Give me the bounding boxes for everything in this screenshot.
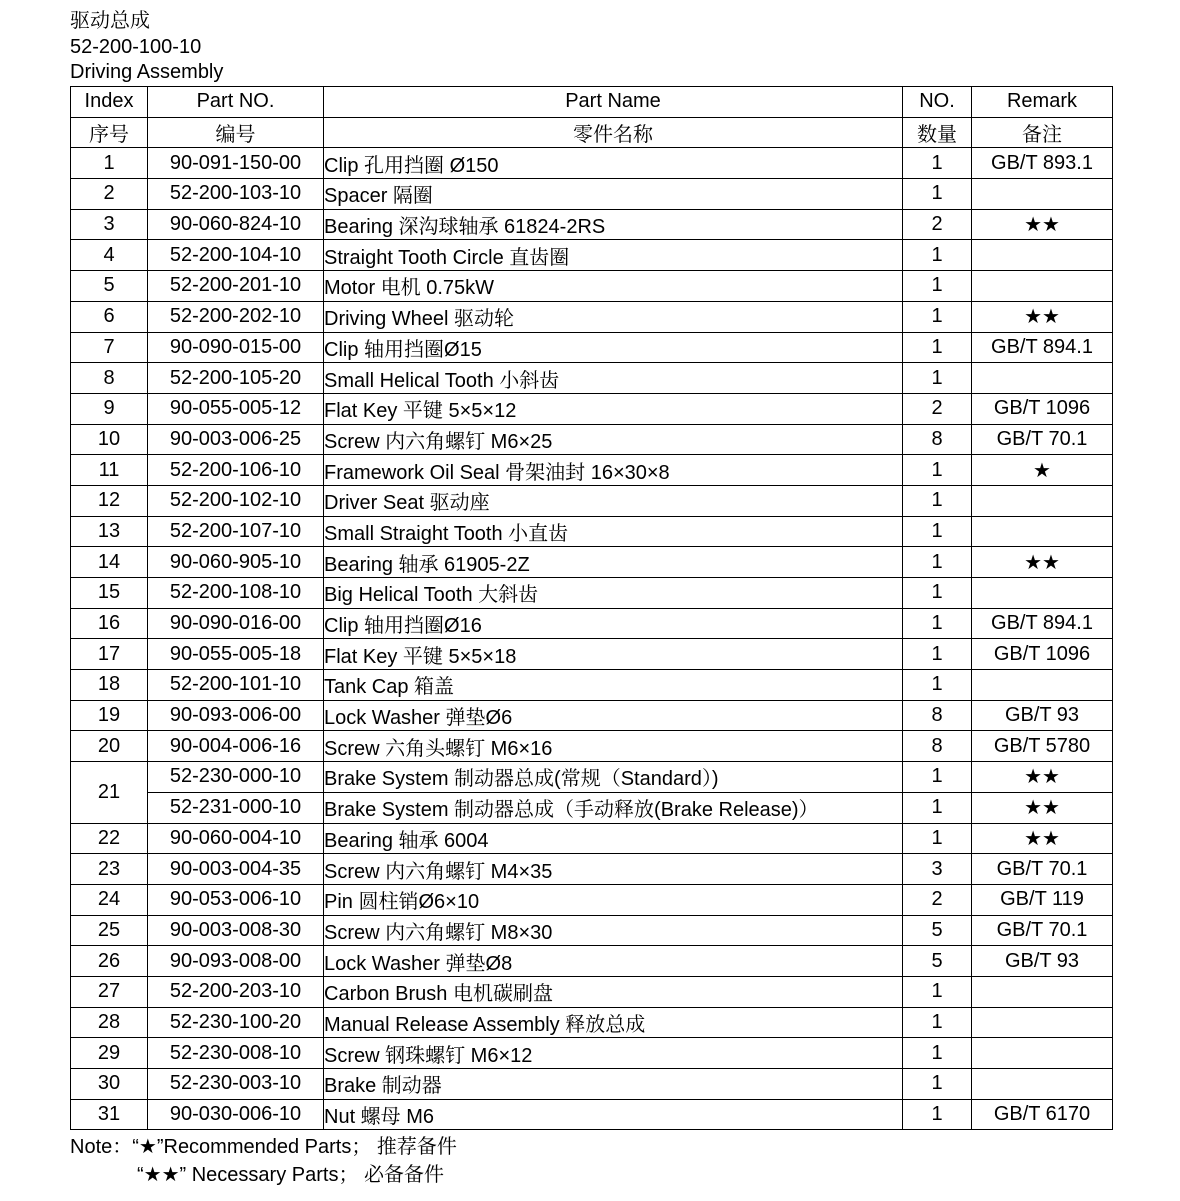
table-row xyxy=(71,240,1113,271)
cell-remark: GB/T 894.1 xyxy=(972,332,1113,363)
cell-part-name: Brake 制动器 xyxy=(324,1069,903,1100)
table-row xyxy=(71,148,1113,179)
cell-remark xyxy=(972,976,1113,1007)
col-header-index-cn: 序号 xyxy=(71,117,148,148)
cell-part-name: Driver Seat 驱动座 xyxy=(324,485,903,516)
cell-part-name: Nut 螺母 M6 xyxy=(324,1099,903,1130)
cell-remark: GB/T 93 xyxy=(972,946,1113,977)
cell-index: 1 xyxy=(71,148,148,179)
cell-part-no: 90-060-905-10 xyxy=(148,547,324,578)
cell-index: 6 xyxy=(71,301,148,332)
header-row-cn xyxy=(71,117,1113,148)
cell-remark: GB/T 70.1 xyxy=(972,854,1113,885)
cell-index: 24 xyxy=(71,884,148,915)
cell-qty: 1 xyxy=(903,1069,972,1100)
table-row xyxy=(71,700,1113,731)
cell-part-name: Carbon Brush 电机碳刷盘 xyxy=(324,976,903,1007)
cell-remark xyxy=(972,578,1113,609)
cell-qty: 1 xyxy=(903,1038,972,1069)
cell-index: 17 xyxy=(71,639,148,670)
cell-remark xyxy=(972,363,1113,394)
cell-index: 2 xyxy=(71,179,148,210)
table-row xyxy=(71,884,1113,915)
cell-qty: 1 xyxy=(903,976,972,1007)
cell-part-name: Flat Key 平键 5×5×12 xyxy=(324,393,903,424)
cell-index: 21 xyxy=(71,762,148,823)
cell-remark: GB/T 70.1 xyxy=(972,424,1113,455)
cell-part-name: Screw 内六角螺钉 M6×25 xyxy=(324,424,903,455)
cell-index: 28 xyxy=(71,1007,148,1038)
cell-remark xyxy=(972,670,1113,701)
cell-part-name: Bearing 深沟球轴承 61824-2RS xyxy=(324,209,903,240)
cell-index: 14 xyxy=(71,547,148,578)
cell-qty: 1 xyxy=(903,823,972,854)
cell-part-no: 90-004-006-16 xyxy=(148,731,324,762)
table-row xyxy=(71,485,1113,516)
cell-part-name: Lock Washer 弹垫Ø8 xyxy=(324,946,903,977)
table-row xyxy=(71,363,1113,394)
col-header-part-no: Part NO. xyxy=(148,87,324,118)
cell-qty: 8 xyxy=(903,700,972,731)
table-row xyxy=(71,639,1113,670)
cell-part-no: 52-200-201-10 xyxy=(148,271,324,302)
cell-part-no: 90-090-016-00 xyxy=(148,608,324,639)
cell-part-name: Bearing 轴承 6004 xyxy=(324,823,903,854)
cell-part-name: Brake System 制动器总成(常规（Standard）) xyxy=(324,762,903,793)
cell-qty: 1 xyxy=(903,332,972,363)
cell-remark xyxy=(972,1069,1113,1100)
cell-part-name: Screw 六角头螺钉 M6×16 xyxy=(324,731,903,762)
col-header-qty: NO. xyxy=(903,87,972,118)
table-row xyxy=(71,1007,1113,1038)
cell-index: 23 xyxy=(71,854,148,885)
cell-index: 16 xyxy=(71,608,148,639)
note-necessary: “★★” Necessary Parts； 必备备件 xyxy=(137,1164,445,1186)
doc-title-cn: 驱动总成 xyxy=(70,10,150,32)
table-row xyxy=(71,946,1113,977)
cell-part-no: 52-200-105-20 xyxy=(148,363,324,394)
table-row xyxy=(71,1038,1113,1069)
cell-part-no: 52-230-003-10 xyxy=(148,1069,324,1100)
cell-part-name: Screw 钢珠螺钉 M6×12 xyxy=(324,1038,903,1069)
cell-part-name: Pin 圆柱销Ø6×10 xyxy=(324,884,903,915)
cell-index: 13 xyxy=(71,516,148,547)
cell-qty: 1 xyxy=(903,639,972,670)
cell-qty: 1 xyxy=(903,485,972,516)
col-header-index: Index xyxy=(71,87,148,118)
cell-part-name: Motor 电机 0.75kW xyxy=(324,271,903,302)
cell-qty: 8 xyxy=(903,731,972,762)
cell-index: 4 xyxy=(71,240,148,271)
table-row xyxy=(71,854,1113,885)
cell-remark: ★★ xyxy=(972,792,1113,823)
cell-remark xyxy=(972,271,1113,302)
cell-qty: 2 xyxy=(903,393,972,424)
cell-qty: 1 xyxy=(903,578,972,609)
cell-remark: ★★ xyxy=(972,209,1113,240)
table-row xyxy=(71,1099,1113,1130)
cell-remark xyxy=(972,516,1113,547)
cell-qty: 1 xyxy=(903,762,972,793)
cell-qty: 1 xyxy=(903,240,972,271)
cell-remark: ★ xyxy=(972,455,1113,486)
table-row xyxy=(71,762,1113,793)
cell-remark xyxy=(972,485,1113,516)
cell-part-name: Clip 轴用挡圈Ø15 xyxy=(324,332,903,363)
cell-remark: ★★ xyxy=(972,547,1113,578)
cell-remark: GB/T 1096 xyxy=(972,393,1113,424)
cell-part-no: 52-200-101-10 xyxy=(148,670,324,701)
cell-index: 5 xyxy=(71,271,148,302)
cell-remark: GB/T 5780 xyxy=(972,731,1113,762)
cell-part-no: 52-200-102-10 xyxy=(148,485,324,516)
cell-part-name: Screw 内六角螺钉 M8×30 xyxy=(324,915,903,946)
cell-part-no: 52-230-100-20 xyxy=(148,1007,324,1038)
cell-remark xyxy=(972,179,1113,210)
doc-code: 52-200-100-10 xyxy=(70,36,202,58)
cell-part-no: 52-200-104-10 xyxy=(148,240,324,271)
cell-qty: 1 xyxy=(903,179,972,210)
cell-part-no: 90-030-006-10 xyxy=(148,1099,324,1130)
cell-index: 18 xyxy=(71,670,148,701)
cell-index: 20 xyxy=(71,731,148,762)
cell-index: 15 xyxy=(71,578,148,609)
table-row xyxy=(71,516,1113,547)
table-row xyxy=(71,792,1113,823)
cell-index: 30 xyxy=(71,1069,148,1100)
cell-qty: 1 xyxy=(903,271,972,302)
cell-part-no: 90-093-006-00 xyxy=(148,700,324,731)
cell-part-no: 90-053-006-10 xyxy=(148,884,324,915)
col-header-remark-cn: 备注 xyxy=(972,117,1113,148)
cell-qty: 1 xyxy=(903,363,972,394)
cell-part-name: Brake System 制动器总成（手动释放(Brake Release)） xyxy=(324,792,903,823)
cell-part-name: Manual Release Assembly 释放总成 xyxy=(324,1007,903,1038)
note-recommended: Note：“★”Recommended Parts； 推荐备件 xyxy=(70,1136,457,1158)
table-row xyxy=(71,547,1113,578)
cell-part-no: 52-200-203-10 xyxy=(148,976,324,1007)
cell-qty: 1 xyxy=(903,792,972,823)
table-row xyxy=(71,209,1113,240)
cell-part-no: 90-003-004-35 xyxy=(148,854,324,885)
cell-index: 8 xyxy=(71,363,148,394)
cell-qty: 1 xyxy=(903,301,972,332)
cell-index: 10 xyxy=(71,424,148,455)
cell-index: 3 xyxy=(71,209,148,240)
cell-qty: 1 xyxy=(903,1007,972,1038)
cell-remark: ★★ xyxy=(972,301,1113,332)
table-row xyxy=(71,301,1113,332)
table-row xyxy=(71,1069,1113,1100)
cell-index: 29 xyxy=(71,1038,148,1069)
cell-part-name: Small Straight Tooth 小直齿 xyxy=(324,516,903,547)
cell-remark: ★★ xyxy=(972,823,1113,854)
cell-part-no: 90-055-005-12 xyxy=(148,393,324,424)
doc-title-en: Driving Assembly xyxy=(70,61,224,83)
cell-remark: GB/T 1096 xyxy=(972,639,1113,670)
col-header-part-name-cn: 零件名称 xyxy=(324,117,903,148)
cell-remark: GB/T 893.1 xyxy=(972,148,1113,179)
table-row xyxy=(71,179,1113,210)
cell-qty: 1 xyxy=(903,1099,972,1130)
cell-index: 25 xyxy=(71,915,148,946)
cell-part-no: 90-060-824-10 xyxy=(148,209,324,240)
cell-part-no: 90-003-006-25 xyxy=(148,424,324,455)
table-row xyxy=(71,578,1113,609)
cell-part-no: 52-200-108-10 xyxy=(148,578,324,609)
cell-part-no: 90-060-004-10 xyxy=(148,823,324,854)
cell-qty: 1 xyxy=(903,670,972,701)
cell-part-no: 52-200-107-10 xyxy=(148,516,324,547)
cell-index: 11 xyxy=(71,455,148,486)
cell-part-no: 90-090-015-00 xyxy=(148,332,324,363)
cell-qty: 3 xyxy=(903,854,972,885)
cell-part-no: 90-091-150-00 xyxy=(148,148,324,179)
cell-index: 19 xyxy=(71,700,148,731)
cell-remark xyxy=(972,240,1113,271)
cell-part-name: Big Helical Tooth 大斜齿 xyxy=(324,578,903,609)
cell-part-name: Flat Key 平键 5×5×18 xyxy=(324,639,903,670)
table-row xyxy=(71,332,1113,363)
table-row xyxy=(71,670,1113,701)
cell-part-no: 52-230-000-10 xyxy=(148,762,324,793)
cell-qty: 1 xyxy=(903,455,972,486)
cell-remark: ★★ xyxy=(972,762,1113,793)
cell-part-name: Framework Oil Seal 骨架油封 16×30×8 xyxy=(324,455,903,486)
cell-index: 27 xyxy=(71,976,148,1007)
table-row xyxy=(71,608,1113,639)
cell-part-name: Clip 孔用挡圈 Ø150 xyxy=(324,148,903,179)
table-row xyxy=(71,731,1113,762)
cell-qty: 1 xyxy=(903,148,972,179)
cell-qty: 8 xyxy=(903,424,972,455)
cell-qty: 1 xyxy=(903,516,972,547)
cell-remark: GB/T 894.1 xyxy=(972,608,1113,639)
cell-part-no: 52-200-106-10 xyxy=(148,455,324,486)
table-row xyxy=(71,823,1113,854)
cell-remark xyxy=(972,1038,1113,1069)
cell-index: 7 xyxy=(71,332,148,363)
table-row xyxy=(71,393,1113,424)
cell-index: 22 xyxy=(71,823,148,854)
cell-remark: GB/T 70.1 xyxy=(972,915,1113,946)
table-row xyxy=(71,455,1113,486)
cell-part-no: 90-055-005-18 xyxy=(148,639,324,670)
cell-qty: 2 xyxy=(903,209,972,240)
cell-part-no: 90-003-008-30 xyxy=(148,915,324,946)
parts-table xyxy=(70,86,1113,1130)
cell-remark xyxy=(972,1007,1113,1038)
cell-part-name: Lock Washer 弹垫Ø6 xyxy=(324,700,903,731)
col-header-qty-cn: 数量 xyxy=(903,117,972,148)
cell-part-no: 52-200-202-10 xyxy=(148,301,324,332)
cell-index: 9 xyxy=(71,393,148,424)
cell-index: 12 xyxy=(71,485,148,516)
cell-qty: 1 xyxy=(903,608,972,639)
cell-index: 31 xyxy=(71,1099,148,1130)
cell-part-name: Straight Tooth Circle 直齿圈 xyxy=(324,240,903,271)
table-row xyxy=(71,271,1113,302)
cell-index: 26 xyxy=(71,946,148,977)
cell-qty: 5 xyxy=(903,915,972,946)
cell-qty: 5 xyxy=(903,946,972,977)
cell-part-name: Bearing 轴承 61905-2Z xyxy=(324,547,903,578)
cell-remark: GB/T 6170 xyxy=(972,1099,1113,1130)
col-header-remark: Remark xyxy=(972,87,1113,118)
cell-part-no: 52-200-103-10 xyxy=(148,179,324,210)
cell-part-no: 90-093-008-00 xyxy=(148,946,324,977)
cell-remark: GB/T 119 xyxy=(972,884,1113,915)
col-header-part-no-cn: 编号 xyxy=(148,117,324,148)
cell-qty: 1 xyxy=(903,547,972,578)
parts-table-body xyxy=(71,148,1113,1130)
cell-part-name: Screw 内六角螺钉 M4×35 xyxy=(324,854,903,885)
table-row xyxy=(71,424,1113,455)
cell-qty: 2 xyxy=(903,884,972,915)
cell-part-name: Tank Cap 箱盖 xyxy=(324,670,903,701)
cell-remark: GB/T 93 xyxy=(972,700,1113,731)
cell-part-name: Spacer 隔圈 xyxy=(324,179,903,210)
table-row xyxy=(71,915,1113,946)
col-header-part-name: Part Name xyxy=(324,87,903,118)
header-row-en xyxy=(71,87,1113,118)
cell-part-name: Driving Wheel 驱动轮 xyxy=(324,301,903,332)
cell-part-no: 52-230-008-10 xyxy=(148,1038,324,1069)
cell-part-no: 52-231-000-10 xyxy=(148,792,324,823)
cell-part-name: Small Helical Tooth 小斜齿 xyxy=(324,363,903,394)
table-row xyxy=(71,976,1113,1007)
cell-part-name: Clip 轴用挡圈Ø16 xyxy=(324,608,903,639)
